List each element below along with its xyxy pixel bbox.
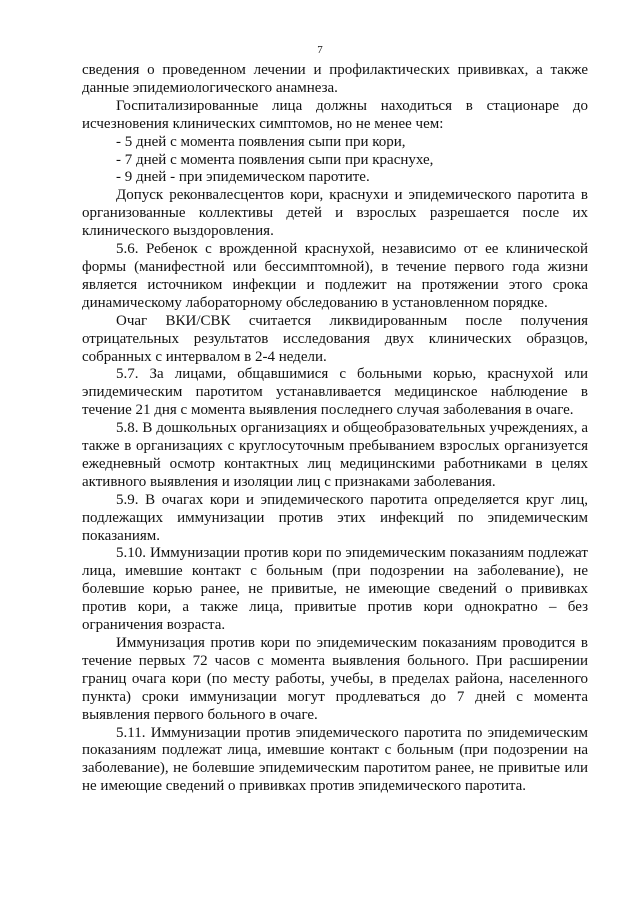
paragraph: сведения о проведенном лечении и профилактических прививках, а также данные эпидемиологического анамнеза.	[82, 62, 588, 96]
paragraph: Допуск реконвалесцентов кори, краснухи и эпидемического паротита в организованные коллективы детей и взрослых разрешается после их клинического выздоровления.	[82, 187, 588, 240]
list-item: - 5 дней с момента появления сыпи при кори,	[116, 133, 406, 150]
paragraph: 5.6. Ребенок с врожденной краснухой, независимо от ее клинической формы (манифестной или бессимптомной), в течение первого года жизни является источником инфекции и подлежит на протяжении этого срока динамическому лабораторному обследованию в установленном порядке.	[82, 241, 588, 311]
document-body	[82, 62, 588, 796]
paragraph: 5.9. В очагах кори и эпидемического паротита определяется круг лиц, подлежащих иммунизации против этих инфекций по эпидемическим показаниям.	[82, 491, 588, 544]
paragraph: 5.11. Иммунизации против эпидемического паротита по эпидемическим показаниям подлежат лица, имевшие контакт с больным (при подозрении на заболевание), не болевшие эпидемическим паротитом ранее, не привитые или не имеющие сведений о прививках против эпидемического паротита.	[82, 724, 588, 795]
paragraph: 5.8. В дошкольных организациях и общеобразовательных учреждениях, а также в организациях с круглосуточным пребыванием взрослых организуется ежедневный осмотр контактных лиц медицинскими работниками в целях активного выявления и изоляции лиц с признаками заболевания.	[82, 420, 588, 490]
paragraph: Иммунизация против кори по эпидемическим показаниям проводится в течение первых 72 часов с момента выявления больного. При расширении границ очага кори (по месту работы, учебы, в пределах района, населенного пункта) сроки иммунизации могут продлеваться до 7 дней с момента выявления первого больного в очаге.	[82, 635, 588, 723]
paragraph: 5.7. За лицами, общавшимися с больными корью, краснухой или эпидемическим паротитом устанавливается медицинское наблюдение в течение 21 дня с момента выявления последнего случая заболевания в очаге.	[82, 366, 588, 419]
paragraph: Госпитализированные лица должны находиться в стационаре до исчезновения клинических симптомов, но не менее чем:	[82, 97, 588, 132]
list-item: - 7 дней с момента появления сыпи при краснухе,	[116, 151, 434, 168]
paragraph: Очаг ВКИ/СВК считается ликвидированным после получения отрицательных результатов исследования двух клинических образцов, собранных с интервалом в 2-4 недели.	[82, 312, 588, 365]
page-number: 7	[317, 44, 323, 56]
paragraph: 5.10. Иммунизации против кори по эпидемическим показаниям подлежат лица, имевшие контакт с больным (при подозрении на заболевание), не болевшие корью ранее, не привитые, не имеющие сведений о прививках против кори, а также лица, привитые против кори однократно – без ограничения возраста.	[82, 545, 588, 634]
list-item: - 9 дней - при эпидемическом паротите.	[116, 169, 370, 186]
